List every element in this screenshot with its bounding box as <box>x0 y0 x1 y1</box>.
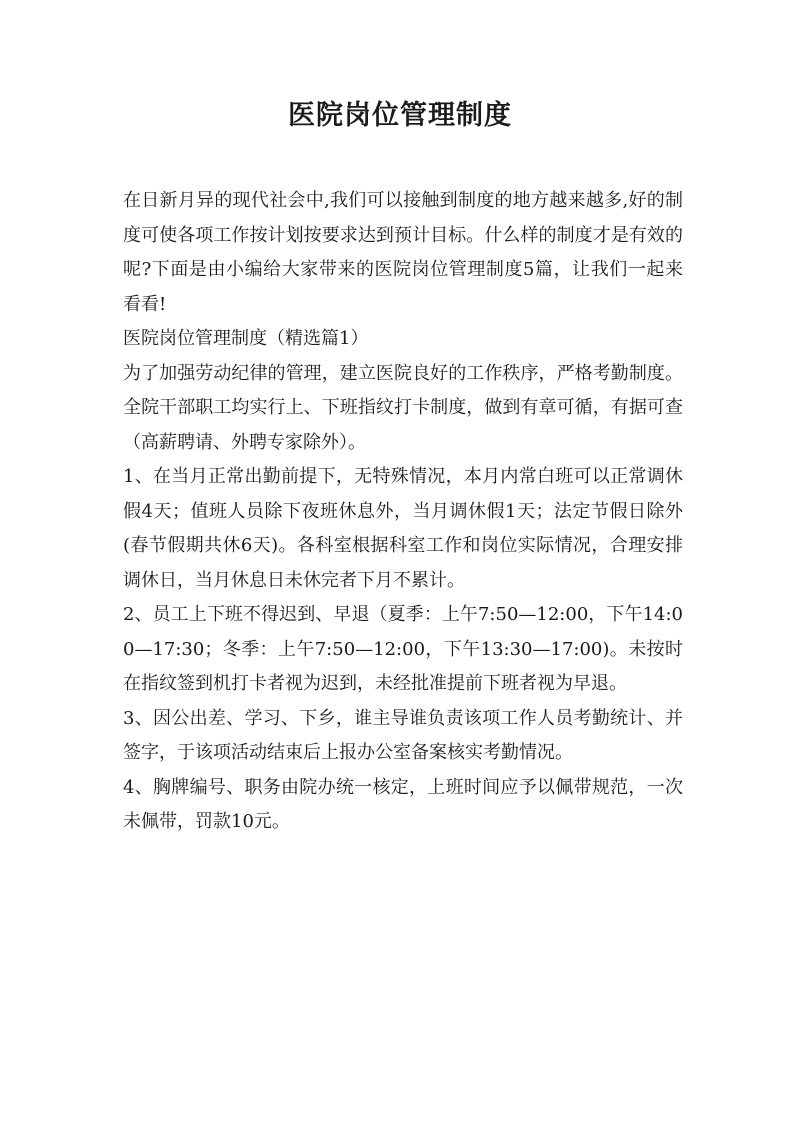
body-paragraph: 为了加强劳动纪律的管理，建立医院良好的工作秩序，严格考勤制度。全院干部职工均实行上、下班指纹打卡制度，做到有章可循，有据可查（高薪聘请、外聘专家除外）。 <box>123 362 683 453</box>
intro-paragraph: 在日新月异的现代社会中,我们可以接触到制度的地方越来越多,好的制度可使各项工作按计划按要求达到预计目标。什么样的制度才是有效的呢?下面是由小编给大家带来的医院岗位管理制度5篇，让我们一起来看看! <box>123 190 683 315</box>
rule-item-1: 1、在当月正常出勤前提下，无特殊情况，本月内常白班可以正常调休假4天；值班人员除下夜班休息外，当月调休假1天；法定节假日除外(春节假期共休6天)。各科室根据科室工作和岗位实际情况，合理安排调休日，当月休息日未休完者下月不累计。 <box>123 466 683 591</box>
rule-item-3: 3、因公出差、学习、下乡，谁主导谁负责该项工作人员考勤统计、并签字，于该项活动结束后上报办公室备案核实考勤情况。 <box>123 707 683 763</box>
document-body <box>123 184 683 840</box>
rule-item-2: 2、员工上下班不得迟到、早退（夏季：上午7:50—12:00，下午14:00—17:30；冬季：上午7:50—12:00，下午13:30—17:00)。未按时在指纹签到机打卡者视为迟到，未经批准提前下班者视为早退。 <box>123 604 683 694</box>
section-heading: 医院岗位管理制度（精选篇1） <box>123 328 369 349</box>
document-title: 医院岗位管理制度 <box>288 100 512 131</box>
rule-item-4: 4、胸牌编号、职务由院办统一核定，上班时间应予以佩带规范，一次未佩带，罚款10元。 <box>123 776 683 832</box>
